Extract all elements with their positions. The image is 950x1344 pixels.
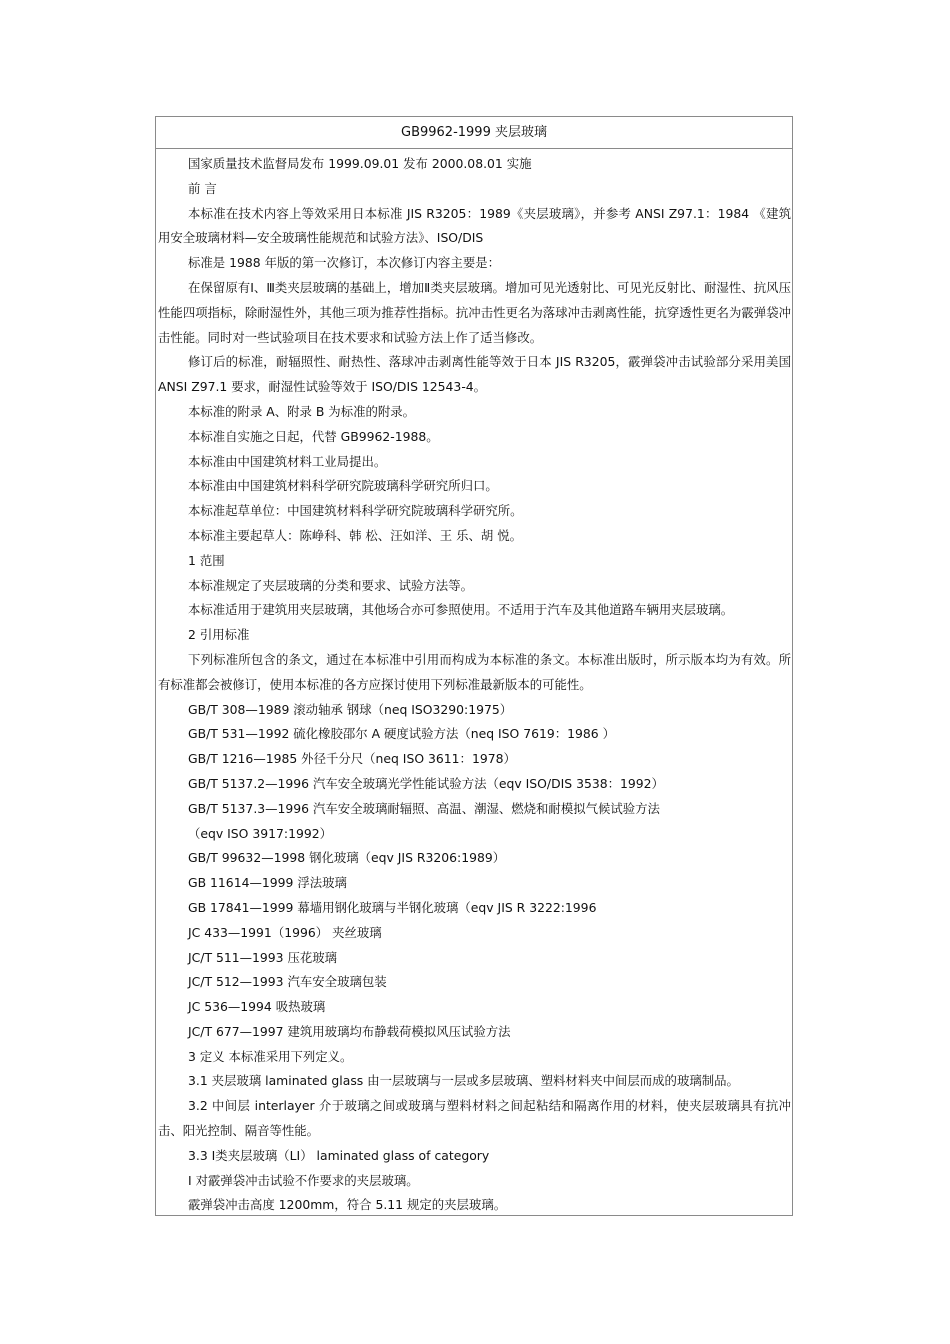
paragraph: 本标准规定了夹层玻璃的分类和要求、试验方法等。 [188, 577, 473, 593]
paragraph: 下列标准所包含的条文，通过在本标准中引用而构成为本标准的条文。本标准出版时，所示版本均为有效。所有标准都会被修订，使用本标准的各方应探讨使用下列标准最新版本的可能性。 [158, 651, 791, 692]
reference-item: JC 433—1991（1996） 夹丝玻璃 [188, 924, 382, 940]
reference-item: JC 536—1994 吸热玻璃 [188, 999, 326, 1015]
paragraph: 本标准适用于建筑用夹层玻璃，其他场合亦可参照使用。不适用于汽车及其他道路车辆用夹层玻璃。 [188, 602, 734, 618]
document-title: GB9962-1999 夹层玻璃 [156, 117, 792, 149]
paragraph: 在保留原有Ⅰ、Ⅲ类夹层玻璃的基础上，增加Ⅱ类夹层玻璃。增加可见光透射比、可见光反射比、耐湿性、抗风压性能四项指标，除耐湿性外，其他三项为推荐性指标。抗冲击性更名为落球冲击剥离性能，抗穿透性更名为霰弹袋冲击性能。同时对一些试验项目在技术要求和试验方法上作了适当修改。 [158, 279, 791, 345]
paragraph: 本标准的附录 A、附录 B 为标准的附录。 [188, 403, 416, 419]
section-heading-references: 2 引用标准 [188, 627, 250, 643]
reference-item: GB/T 99632—1998 钢化玻璃（eqv JIS R3206:1989） [188, 850, 506, 866]
paragraph: 本标准在技术内容上等效采用日本标准 JIS R3205：1989《夹层玻璃》，并参考 ANSI Z97.1：1984 《建筑用安全玻璃材料—安全玻璃性能规范和试验方法》、ISO/DIS [158, 205, 791, 246]
document-table [155, 116, 793, 1216]
reference-item: GB/T 531—1992 硫化橡胶邵尔 A 硬度试验方法（neq ISO 7619：1986 ） [188, 726, 616, 742]
reference-item: GB/T 308—1989 滚动轴承 钢球（neq ISO3290:1975） [188, 701, 513, 717]
reference-item: GB 11614—1999 浮法玻璃 [188, 875, 347, 891]
paragraph: 修订后的标准，耐辐照性、耐热性、落球冲击剥离性能等效于日本 JIS R3205，霰弹袋冲击试验部分采用美国 ANSI Z97.1 要求，耐湿性试验等效于 ISO/DIS 12543-4。 [158, 354, 791, 395]
section-heading-scope: 1 范围 [188, 552, 225, 568]
paragraph: 本标准自实施之日起，代替 GB9962-1988。 [188, 428, 439, 444]
reference-item-continued: （eqv ISO 3917:1992） [188, 825, 332, 841]
reference-item: JC/T 511—1993 压花玻璃 [188, 949, 338, 965]
reference-item: JC/T 677—1997 建筑用玻璃均布静载荷模拟风压试验方法 [188, 1023, 511, 1039]
definition-item: 3.1 夹层玻璃 laminated glass 由一层玻璃与一层或多层玻璃、塑料材料夹中间层而成的玻璃制品。 [188, 1073, 739, 1089]
definition-item: 3.3 Ⅰ类夹层玻璃（LⅠ） laminated glass of category [188, 1147, 490, 1163]
paragraph: 标准是 1988 年版的第一次修订，本次修订内容主要是： [188, 255, 501, 271]
definition-item: 3.2 中间层 interlayer 介于玻璃之间或玻璃与塑料材料之间起粘结和隔离作用的材料，使夹层玻璃具有抗冲击、阳光控制、隔音等性能。 [158, 1098, 791, 1139]
paragraph: Ⅰ 对霰弹袋冲击试验不作要求的夹层玻璃。 [188, 1172, 419, 1188]
section-heading-definitions: 3 定义 本标准采用下列定义。 [188, 1048, 353, 1064]
reference-item: GB/T 5137.2—1996 汽车安全玻璃光学性能试验方法（eqv ISO/DIS 3538：1992） [188, 775, 664, 791]
reference-item: GB/T 5137.3—1996 汽车安全玻璃耐辐照、高温、潮湿、燃烧和耐模拟气候试验方法 [188, 800, 660, 816]
reference-item: GB/T 1216—1985 外径千分尺（neq ISO 3611：1978） [188, 751, 516, 767]
paragraph: 本标准主要起草人：陈峥科、韩 松、汪如洋、王 乐、胡 悦。 [188, 527, 522, 543]
document-body [156, 149, 792, 1218]
publication-info: 国家质量技术监督局发布 1999.09.01 发布 2000.08.01 实施 [188, 156, 532, 171]
reference-item: JC/T 512—1993 汽车安全玻璃包装 [188, 974, 387, 990]
paragraph: 本标准由中国建筑材料工业局提出。 [188, 453, 387, 469]
paragraph: 本标准起草单位：中国建筑材料科学研究院玻璃科学研究所。 [188, 503, 523, 519]
foreword-heading: 前 言 [188, 180, 217, 196]
paragraph: 本标准由中国建筑材料科学研究院玻璃科学研究所归口。 [188, 478, 498, 494]
paragraph: 霰弹袋冲击高度 1200mm，符合 5.11 规定的夹层玻璃。 [188, 1197, 507, 1213]
reference-item: GB 17841—1999 幕墙用钢化玻璃与半钢化玻璃（eqv JIS R 3222:1996 [188, 899, 597, 915]
